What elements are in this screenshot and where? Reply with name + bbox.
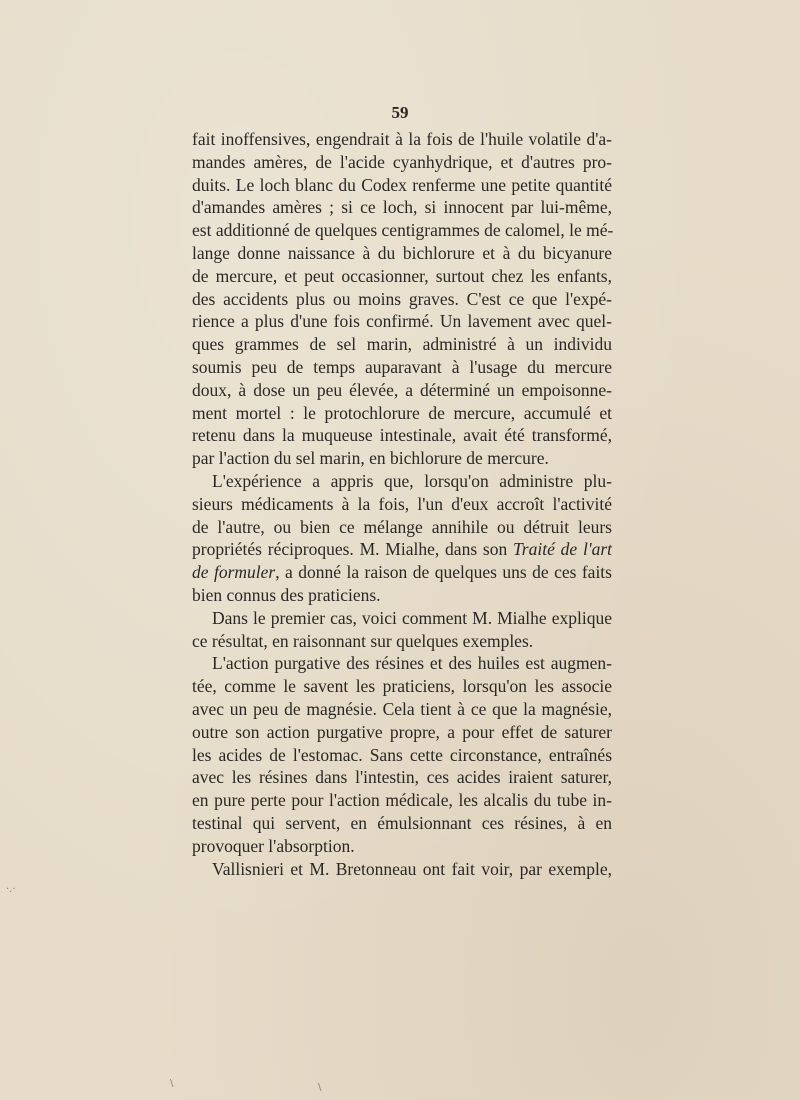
page-number: 59 [391, 103, 409, 122]
text-line: mandes amères, de l'acide cyanhydrique, et d'autres pro- [192, 151, 612, 172]
text-line: ment mortel : le protochlorure de mercure, accumulé et [192, 402, 612, 423]
text-line: les acides de l'estomac. Sans cette circonstance, entraînés [192, 744, 612, 765]
text-line: retenu dans la muqueuse intestinale, avait été transformé, [192, 425, 612, 446]
text-run: , a donné la raison de quelques uns de ces faits [275, 562, 612, 583]
text-line: fait inoffensives, engendrait à la fois de l'huile volatile d'a- [192, 129, 612, 149]
text-line: ce résultat, en raisonnant sur quelques exemples. [192, 630, 534, 651]
text-line: provoquer l'absorption. [192, 835, 355, 856]
paper-speck: \ [318, 1082, 322, 1093]
text-line: soumis peu de temps auparavant à l'usage du mercure [192, 356, 612, 377]
text-run: propriétés réciproques. M. Mialhe, dans son [192, 539, 514, 560]
text-line: de mercure, et peut occasionner, surtout chez les enfants, [192, 265, 612, 286]
text-line: avec les résines dans l'intestin, ces acides iraient saturer, [192, 767, 612, 788]
paper-speck: ·.· [6, 884, 16, 895]
text-line: lange donne naissance à du bichlorure et à du bicyanure [192, 242, 612, 263]
body-text [192, 128, 612, 880]
text-line: des accidents plus ou moins graves. C'est ce que l'expé- [192, 288, 612, 309]
paper-speck: \ [170, 1078, 174, 1089]
text-line: duits. Le loch blanc du Codex renferme une petite quantité [192, 174, 612, 195]
book-title-part-1: Traité de l'art [513, 539, 612, 560]
text-line: sieurs médicaments à la fois, l'un d'eux accroît l'activité [192, 493, 612, 514]
text-line: outre son action purgative propre, a pour effet de saturer [192, 721, 612, 742]
text-line [192, 561, 612, 584]
text-line: testinal qui servent, en émulsionnant ces résines, à en [192, 812, 612, 833]
text-line: bien connus des praticiens. [192, 584, 381, 605]
text-line: ques grammes de sel marin, administré à un individu [192, 334, 612, 355]
text-line: en pure perte pour l'action médicale, les alcalis du tube in- [192, 790, 612, 811]
text-line: rience a plus d'une fois confirmé. Un lavement avec quel- [192, 311, 612, 332]
text-line: tée, comme le savent les praticiens, lorsqu'on les associe [192, 676, 612, 697]
text-line: de l'autre, ou bien ce mélange annihile ou détruit leurs [192, 516, 612, 537]
text-line: d'amandes amères ; si ce loch, si innocent par lui-même, [192, 197, 612, 218]
text-line: est additionné de quelques centigrammes de calomel, le mé- [192, 220, 614, 241]
text-line: L'expérience a appris que, lorsqu'on administre plu- [212, 470, 612, 491]
text-line: Dans le premier cas, voici comment M. Mialhe explique [212, 607, 612, 628]
text-line [192, 538, 612, 561]
text-line: doux, à dose un peu élevée, a déterminé un empoisonne- [192, 379, 612, 400]
text-line: L'action purgative des résines et des huiles est augmen- [212, 653, 612, 674]
text-line: par l'action du sel marin, en bichlorure de mercure. [192, 448, 549, 469]
book-title-part-2: de formuler [192, 562, 276, 583]
text-line: avec un peu de magnésie. Cela tient à ce que la magnésie, [192, 698, 612, 719]
text-line: Vallisnieri et M. Bretonneau ont fait voir, par exemple, [212, 858, 612, 879]
